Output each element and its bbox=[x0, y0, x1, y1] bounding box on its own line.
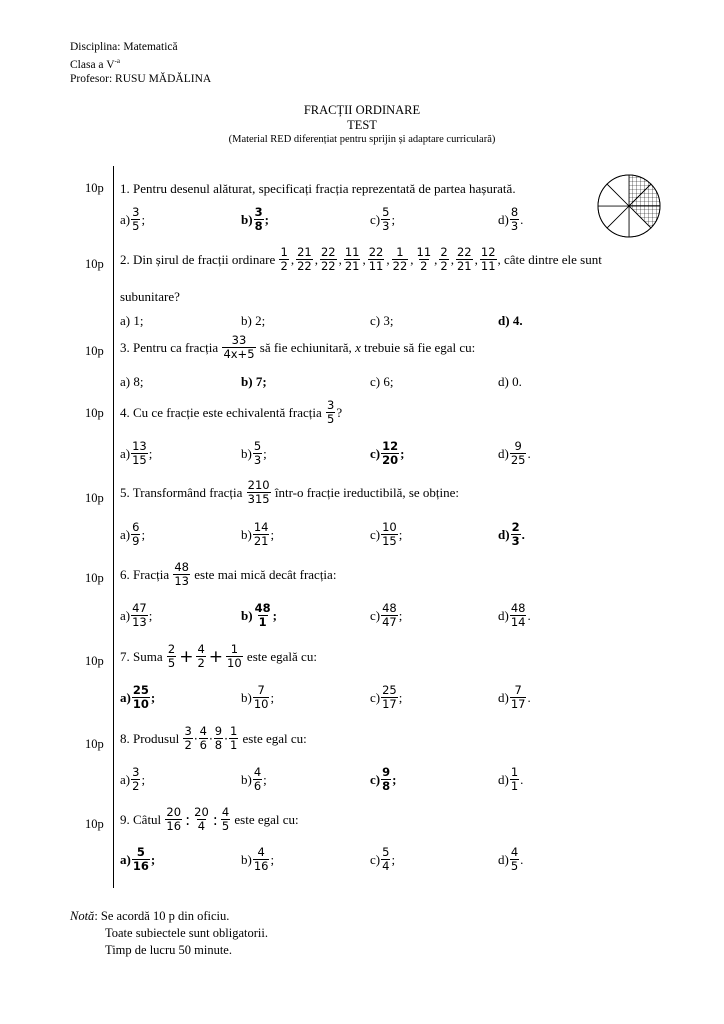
q9-term-1: $\frac{20}{16}$ bbox=[166, 805, 182, 833]
points-divider bbox=[113, 166, 114, 888]
q1-option-c[interactable]: c) $\frac{5}{3}$ ; bbox=[370, 205, 396, 233]
footer-note: Notă: Se acordă 10 p din oficiu. Toate subiectele sunt obligatorii. Timp de lucru 50 minute. bbox=[70, 909, 268, 957]
q2-sequence-fraction: $\frac{22}{11}$ bbox=[368, 245, 384, 273]
q2-option-a[interactable]: a) 1; bbox=[120, 313, 144, 328]
q7-option-a[interactable]: a) $\frac{25}{10}$ ; bbox=[120, 683, 156, 711]
page-note: (Material RED diferențiat pentru sprijin și adaptare curriculară) bbox=[228, 134, 496, 145]
q6-option-a[interactable]: a) $\frac{47}{13}$ ; bbox=[120, 601, 153, 629]
points-q4: 10p bbox=[85, 406, 104, 420]
question-8-text: 8. Produsul $\frac{3}{2}$ · $\frac{4}{6}$ · $\frac{9}{8}$ · $\frac{1}{1}$ este egal cu: bbox=[120, 724, 307, 752]
question-2-line2: subunitare? bbox=[120, 289, 180, 304]
q8-term-3: $\frac{9}{8}$ bbox=[214, 724, 223, 752]
q2-sequence-fraction: $\frac{12}{11}$ bbox=[480, 245, 496, 273]
question-7-text: 7. Suma $\frac{2}{5}$ + $\frac{4}{2}$ + $\frac{1}{10}$ este egală cu: bbox=[120, 642, 317, 670]
q9-option-a[interactable]: a) $\frac{5}{16}$ ; bbox=[120, 845, 156, 873]
points-q5: 10p bbox=[85, 491, 104, 505]
points-q3: 10p bbox=[85, 344, 104, 358]
q8-option-a[interactable]: a) $\frac{3}{2}$ ; bbox=[120, 765, 146, 793]
class-line: Clasa a $V^{-a}$ bbox=[70, 57, 120, 71]
q8-term-4: $\frac{1}{1}$ bbox=[229, 724, 238, 752]
q8-term-1: $\frac{3}{2}$ bbox=[184, 724, 192, 752]
q3-fraction: $\frac{33}{4x+5}$ bbox=[223, 333, 255, 361]
q8-term-2: $\frac{4}{6}$ bbox=[199, 724, 207, 752]
question-6-text: 6. Fracția $\frac{48}{13}$ este mai mică decât fracția: bbox=[120, 560, 337, 588]
page-title: FRACȚII ORDINARE bbox=[303, 103, 421, 117]
q2-sequence-fraction: $\frac{2}{2}$ bbox=[440, 245, 448, 273]
q4-option-d[interactable]: d) $\frac{9}{25}$ . bbox=[498, 439, 531, 467]
sequence-comma: , bbox=[362, 251, 366, 267]
q6-option-c[interactable]: c) $\frac{48}{47}$ ; bbox=[370, 601, 403, 629]
q6-option-b[interactable]: b) $\frac{48}{1}$ ; bbox=[241, 601, 277, 629]
question-5-text: 5. Transformând fracția $\frac{210}{315}$ într-o fracție ireductibilă, se obține: bbox=[120, 478, 460, 506]
sequence-comma: , bbox=[434, 251, 438, 267]
sequence-comma: , bbox=[338, 251, 342, 267]
q2-sequence-fraction: $\frac{1}{22}$ bbox=[392, 245, 408, 273]
question-2-text: 2. Din șirul de fracții ordinare $\frac{1}{2}$ , $\frac{21}{22}$ , $\frac{22}{22}$ , $\frac{11}{21}$ , $\frac{22}{11}$ , $\frac{1}{22}$ , $\frac{11}{2}$ , $\frac{2}{2}$ , $\frac{22}{21}$ , $\frac{12}{11}$ , câte dintre ele sunt bbox=[120, 245, 602, 273]
sequence-comma: , bbox=[450, 251, 454, 267]
discipline-line: Disciplina: Matematică bbox=[70, 41, 178, 53]
sequence-comma: , bbox=[386, 251, 390, 267]
q4-fraction: $\frac{3}{5}$ bbox=[327, 398, 335, 426]
q2-option-d[interactable]: d) 4 . bbox=[498, 313, 523, 328]
q7-term-1: $\frac{2}{5}$ bbox=[167, 642, 176, 670]
points-q1: 10p bbox=[85, 181, 104, 195]
q8-option-d[interactable]: d) $\frac{1}{1}$ . bbox=[498, 765, 524, 793]
q4-option-c[interactable]: c) $\frac{12}{20}$ ; bbox=[370, 439, 405, 467]
document-header bbox=[70, 40, 211, 86]
q3-option-a[interactable]: a) 8; bbox=[120, 374, 144, 389]
q9-option-c[interactable]: c) $\frac{5}{4}$ ; bbox=[370, 845, 396, 873]
q2-sequence-fraction: $\frac{21}{22}$ bbox=[297, 245, 312, 273]
question-9-text: 9. Câtul $\frac{20}{16}$ : $\frac{20}{4}$ : $\frac{4}{5}$ este egal cu: bbox=[120, 805, 299, 833]
q2-sequence-fraction: $\frac{11}{2}$ bbox=[416, 245, 432, 273]
q2-sequence-fraction: $\frac{11}{21}$ bbox=[344, 245, 360, 273]
q3-option-d[interactable]: d) 0. bbox=[498, 374, 522, 389]
q2-sequence-fraction: $\frac{22}{22}$ bbox=[320, 245, 336, 273]
points-q2: 10p bbox=[85, 257, 104, 271]
q5-option-a[interactable]: a) $\frac{6}{9}$ ; bbox=[120, 520, 146, 548]
sequence-comma: , bbox=[314, 251, 318, 267]
q2-option-b[interactable]: b) 2; bbox=[241, 313, 266, 328]
question-1-text: 1. Pentru desenul alăturat, specificați fracția reprezentată de partea hașurată. bbox=[120, 181, 516, 196]
q7-option-c[interactable]: c) $\frac{25}{17}$ ; bbox=[370, 683, 403, 711]
q3-option-b[interactable]: b) 7 ; bbox=[241, 374, 267, 389]
q9-option-d[interactable]: d) $\frac{4}{5}$ . bbox=[498, 845, 524, 873]
q8-option-b[interactable]: b) $\frac{4}{6}$ ; bbox=[241, 765, 267, 793]
q5-option-c[interactable]: c) $\frac{10}{15}$ ; bbox=[370, 520, 403, 548]
q4-option-b[interactable]: b) $\frac{5}{3}$ ; bbox=[241, 439, 267, 467]
q9-term-3: $\frac{4}{5}$ bbox=[221, 805, 230, 833]
points-q7: 10p bbox=[85, 654, 104, 668]
q2-sequence-fraction: $\frac{1}{2}$ bbox=[280, 245, 288, 273]
q1-option-b[interactable]: b) $\frac{3}{8}$ ; bbox=[241, 205, 269, 233]
shaded-circle-figure bbox=[596, 173, 662, 239]
sequence-comma: , bbox=[474, 251, 478, 267]
q9-option-b[interactable]: b) $\frac{4}{16}$ ; bbox=[241, 845, 275, 873]
q6-option-d[interactable]: d) $\frac{48}{14}$ . bbox=[498, 601, 531, 629]
question-3-text: 3. Pentru ca fracția $\frac{33}{4x+5}$ să fie echiunitară, x trebuie să fie egal cu: bbox=[120, 333, 476, 361]
teacher-line: Profesor: RUSU MĂDĂLINA bbox=[70, 72, 212, 85]
q6-fraction: $\frac{48}{13}$ bbox=[174, 560, 189, 588]
q7-term-3: $\frac{1}{10}$ bbox=[227, 642, 242, 670]
sequence-comma: , bbox=[290, 251, 295, 267]
q9-term-2: $\frac{20}{4}$ bbox=[194, 805, 209, 833]
q2-option-c[interactable]: c) 3; bbox=[370, 313, 394, 328]
q7-term-2: $\frac{4}{2}$ bbox=[197, 642, 205, 670]
q4-option-a[interactable]: a) $\frac{13}{15}$ ; bbox=[120, 439, 153, 467]
points-q6: 10p bbox=[85, 571, 104, 585]
fraction-sequence bbox=[278, 246, 497, 273]
points-q9: 10p bbox=[85, 817, 104, 831]
question-4-text: 4. Cu ce fracție este echivalentă fracția $\frac{3}{5}$ ? bbox=[120, 398, 343, 426]
q7-option-d[interactable]: d) $\frac{7}{17}$ . bbox=[498, 683, 531, 711]
points-q8: 10p bbox=[85, 737, 104, 751]
q7-option-b[interactable]: b) $\frac{7}{10}$ ; bbox=[241, 683, 275, 711]
q2-sequence-fraction: $\frac{22}{21}$ bbox=[456, 245, 472, 273]
page-subtitle: TEST bbox=[347, 118, 377, 132]
q5-option-b[interactable]: b) $\frac{14}{21}$ ; bbox=[241, 520, 275, 548]
q5-option-d[interactable]: d) $\frac{2}{3}$ . bbox=[498, 520, 525, 548]
q1-option-a[interactable]: a) $\frac{3}{5}$ ; bbox=[120, 205, 146, 233]
q5-fraction: $\frac{210}{315}$ bbox=[247, 478, 270, 506]
q8-option-c[interactable]: c) $\frac{9}{8}$ ; bbox=[370, 765, 397, 793]
sequence-comma: , bbox=[410, 251, 414, 267]
q1-option-d[interactable]: d) $\frac{8}{3}$ . bbox=[498, 205, 524, 233]
q3-option-c[interactable]: c) 6; bbox=[370, 374, 394, 389]
